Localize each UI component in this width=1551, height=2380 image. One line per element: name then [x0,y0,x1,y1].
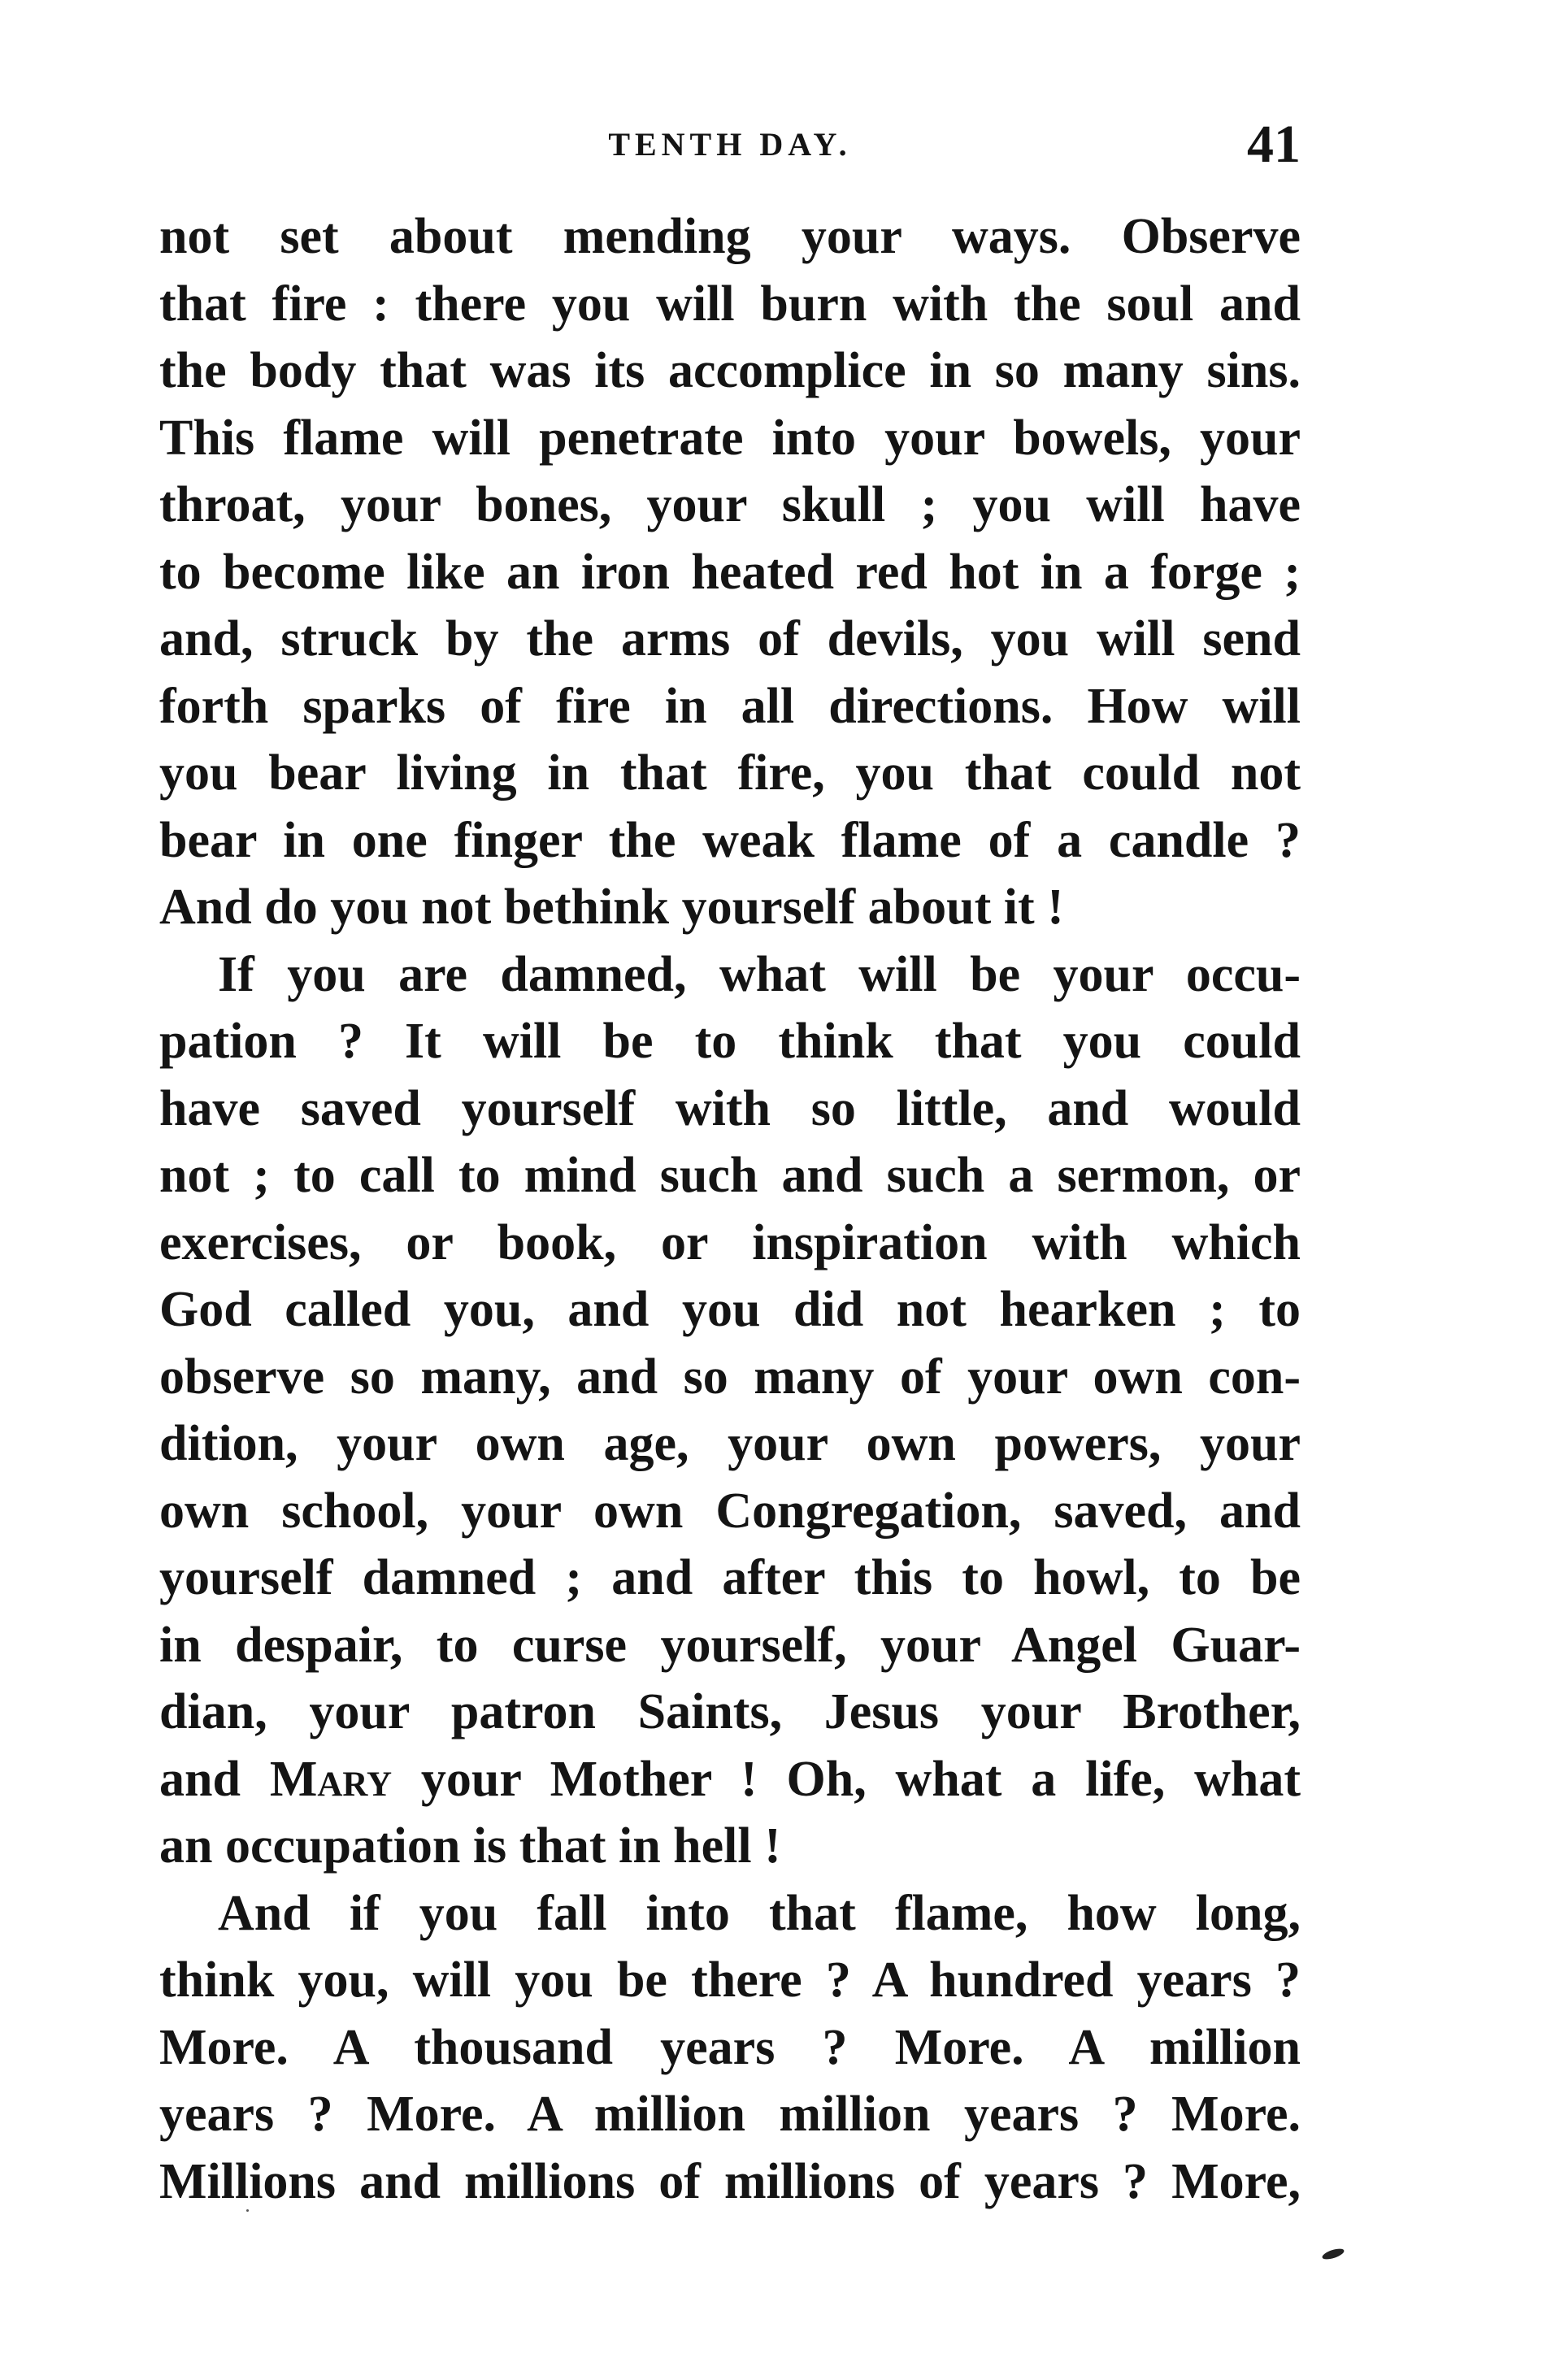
text-line: yourself damned ; and after this to howl, to be [159,1550,1301,1605]
print-speck-mark [246,2209,249,2212]
text-line: dition, your own age, your own powers, your [159,1416,1301,1471]
running-title: TENTH DAY. [608,126,852,163]
paragraph-start-line: If you are damned, what will be your occu- [218,946,1301,1002]
text-line: More. A thousand years ? More. A million [159,2019,1301,2075]
text-line: throat, your bones, your skull ; you will have [159,477,1301,532]
text-line: in despair, to curse yourself, your Angel Guar- [159,1617,1301,1673]
text-line: observe so many, and so many of your own con- [159,1349,1301,1405]
text-line: dian, your patron Saints, Jesus your Brother, [159,1684,1301,1739]
text-segment: and [159,1751,241,1807]
paragraph-start-line: And if you fall into that flame, how long, [218,1885,1301,1941]
text-line: have saved yourself with so little, and would [159,1080,1301,1136]
text-line: own school, your own Congregation, saved, and [159,1483,1301,1539]
text-line: God called you, and you did not hearken ; to [159,1282,1301,1337]
text-line: and, struck by the arms of devils, you will send [159,611,1301,667]
text-line: not set about mending your ways. Observe [159,209,1301,264]
small-caps-name: Mary [269,1751,392,1807]
text-line: Millions and millions of millions of years ? More, [159,2153,1301,2209]
text-line: the body that was its accomplice in so many sins. [159,343,1301,398]
paragraph-end-line: an occupation is that in hell ! [159,1818,781,1874]
running-head [159,114,1301,179]
text-line: years ? More. A million million years ? More. [159,2087,1301,2142]
text-line: bear in one finger the weak flame of a candle ? [159,812,1301,868]
body-text [159,203,1301,2215]
page-number: 41 [1247,115,1301,174]
text-line: pation ? It will be to think that you could [159,1014,1301,1069]
text-line: think you, will you be there ? A hundred years ? [159,1952,1301,2008]
print-blot-mark [1321,2247,1345,2261]
text-line: This flame will penetrate into your bowels, your [159,410,1301,466]
text-line: exercises, or book, or inspiration with which [159,1214,1301,1270]
text-line: to become like an iron heated red hot in a forge ; [159,544,1301,600]
text-line: forth sparks of fire in all directions. How will [159,678,1301,734]
text-segment: your Mother ! Oh, what a life, what [420,1751,1301,1807]
text-line-with-small-caps [159,1746,1301,1813]
paragraph-end-line: And do you not bethink yourself about it ! [159,879,1064,935]
text-line: you bear living in that fire, you that could not [159,745,1301,801]
text-line: that fire : there you will burn with the soul and [159,276,1301,332]
text-line: not ; to call to mind such and such a sermon, or [159,1148,1301,1203]
